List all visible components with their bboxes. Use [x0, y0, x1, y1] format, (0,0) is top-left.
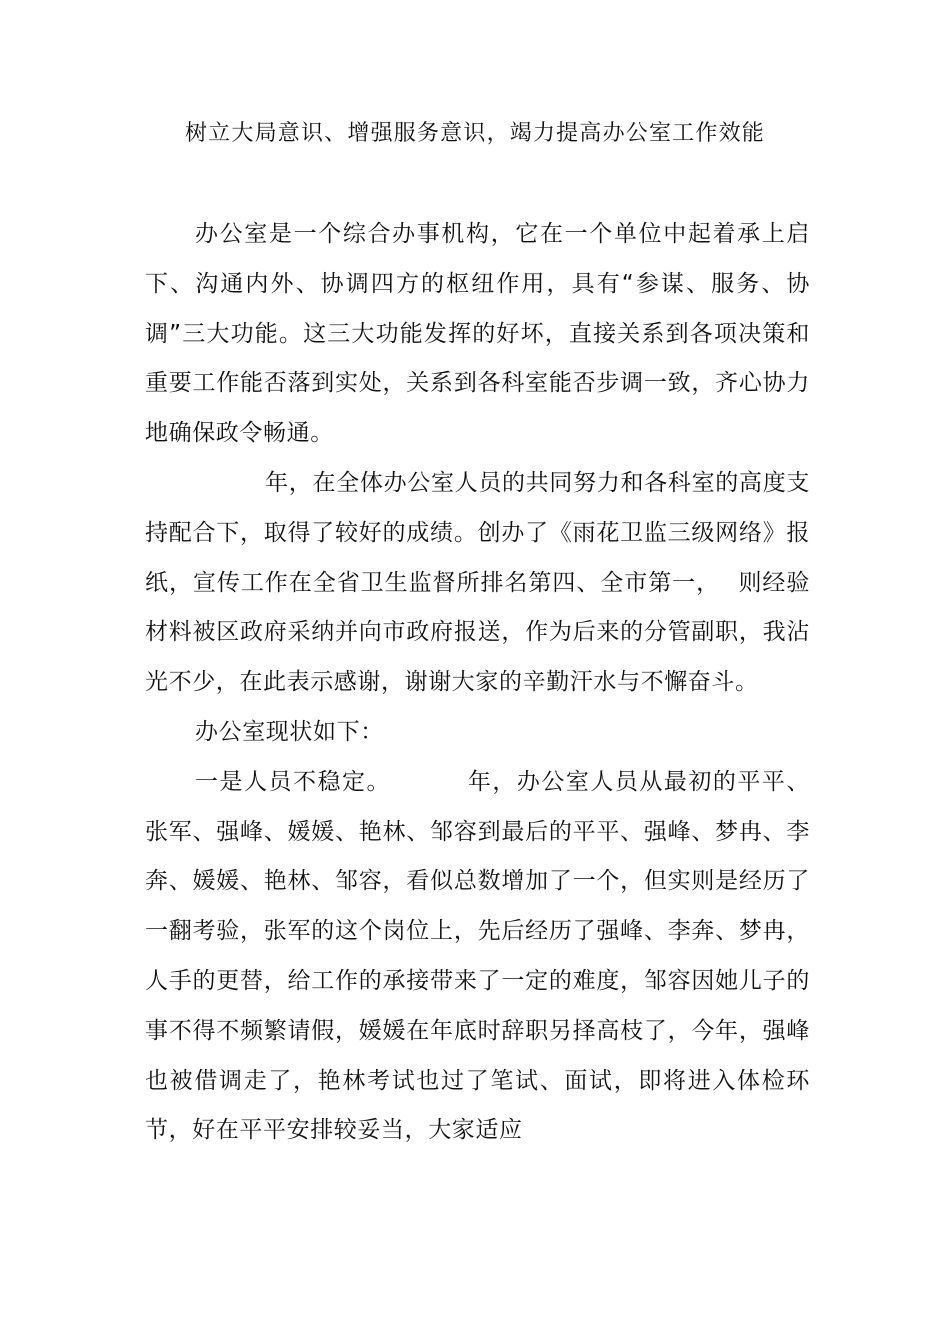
paragraph-office-role: 办公室是一个综合办事机构，它在一个单位中起着承上启下、沟通内外、协调四方的枢纽作用，具有“参谋、服务、协调”三大功能。这三大功能发挥的好坏，直接关系到各项决策和重要工作能否落到实处，关系到各科室能否步调一致，齐心协力地确保政令畅通。 [145, 221, 810, 447]
staff-point-text: 年，办公室人员从最初的平平、张军、强峰、媛媛、艳林、邹容到最后的平平、强峰、梦冉、李奔、媛媛、艳林、邹容，看似总数增加了一个，但实则是经历了一翻考验，张军的这个岗位上，先后经历了强峰、李奔、梦冉，人手的更替，给工作的承接带来了一定的难度，邹容因她儿子的事不得不频繁请假，媛媛在年底时辞职另择高枝了，今年，强峰也被借调走了，艳林考试也过了笔试、面试，即将进入体检环节，好在平平安排较妥当，大家适应 [145, 768, 810, 1144]
paragraph-achievements [145, 459, 810, 708]
document-title: 树立大局意识、增强服务意识，竭力提高办公室工作效能 [184, 121, 765, 146]
document-body [145, 210, 810, 1156]
achievements-text-1: 年，在全体办公室人员的共同努力和各科室的高度支持配合下，取得了较好的成绩。创办了《雨花卫监三级网络》报纸，宣传工作在全省卫生监督所排名第四、全市第一， [145, 469, 810, 596]
achievements-text-2: 则经验材料被区政府采纳并向市政府报送，作为后来的分管副职，我沾光不少，在此表示感谢，谢谢大家的辛勤汗水与不懈奋斗。 [145, 569, 810, 696]
staff-point-label: 一是人员不稳定。 [195, 768, 391, 795]
paragraph-staff-instability [145, 758, 810, 1156]
paragraph-status-heading: 办公室现状如下： [195, 718, 384, 745]
